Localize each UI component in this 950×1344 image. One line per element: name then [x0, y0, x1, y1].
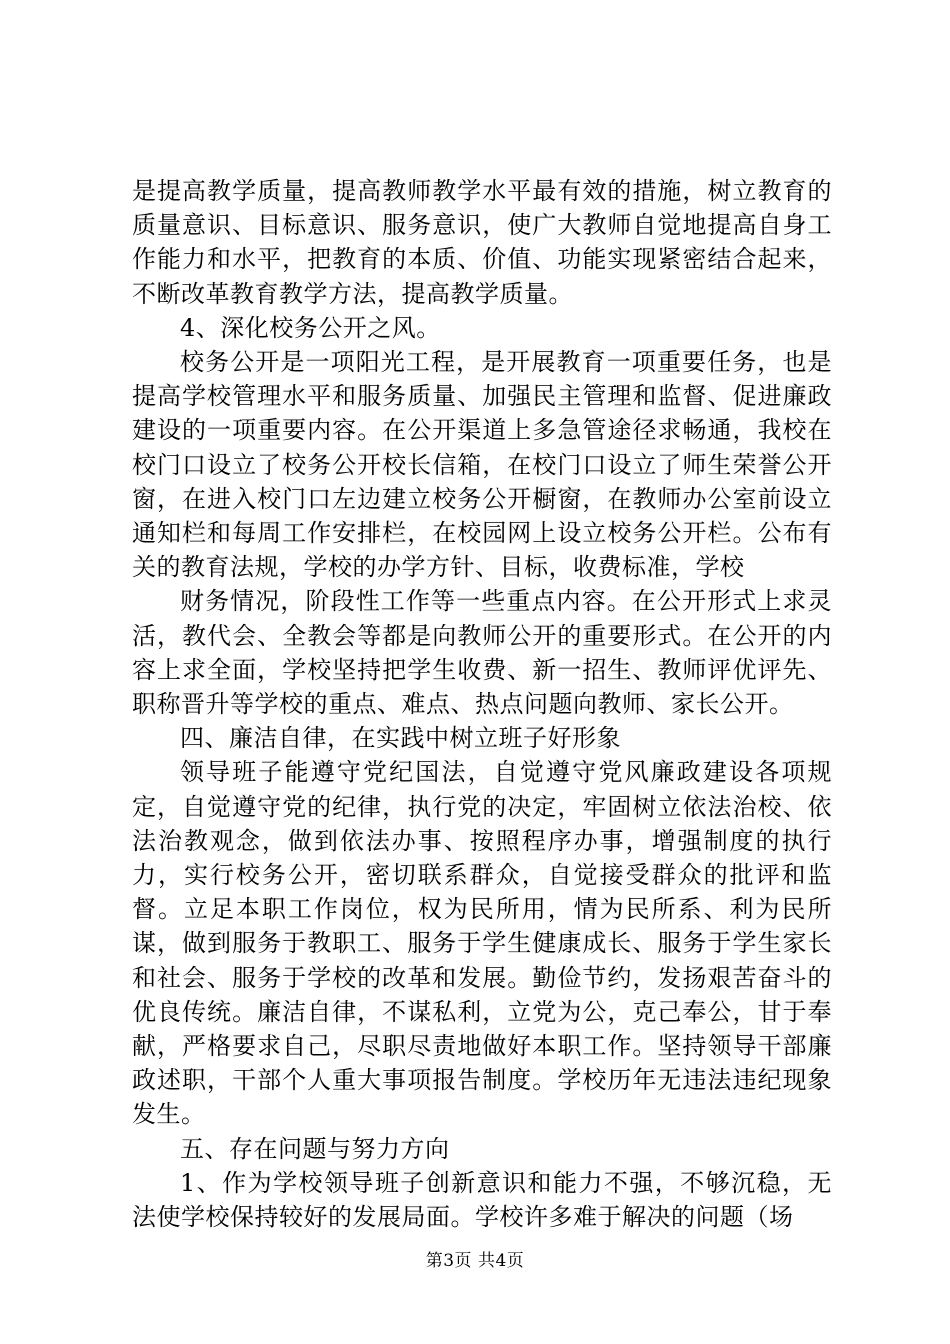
- section-heading-5: 五、存在问题与努力方向: [180, 1134, 450, 1163]
- paragraph-2: 4、深化校务公开之风。: [180, 313, 441, 342]
- paragraph-1: 是提高教学质量，提高教师教学水平最有效的措施，树立教育的质量意识、目标意识、服务意识，使广大教师自觉地提高自身工作能力和水平，把教育的本质、价值、功能实现紧密结合起来，不断改革教育教学方法，提高教学质量。: [132, 177, 832, 308]
- document-body: [132, 174, 832, 1234]
- paragraph-3: 校务公开是一项阳光工程，是开展教育一项重要任务，也是提高学校管理水平和服务质量、加强民主管理和监督、促进廉政建设的一项重要内容。在公开渠道上多急管途径求畅通，我校在校门口设立了校务公开校长信箱，在校门口设立了师生荣誉公开窗，在进入校门口左边建立校务公开橱窗，在教师办公室前设立通知栏和每周工作安排栏，在校园网上设立校务公开栏。公布有关的教育法规，学校的办学方针、目标，收费标准，学校: [132, 348, 832, 582]
- paragraph-8: 1、作为学校领导班子创新意识和能力不强，不够沉稳，无法使学校保持较好的发展局面。学校许多难于解决的问题（场: [132, 1168, 832, 1232]
- section-heading-4: 四、廉洁自律，在实践中树立班子好形象: [180, 724, 621, 753]
- page-footer: 第3页 共4页: [425, 1251, 525, 1271]
- paragraph-4: 财务情况，阶段性工作等一些重点内容。在公开形式上求灵活，教代会、全教会等都是向教师公开的重要形式。在公开的内容上求全面，学校坚持把学生收费、新一招生、教师评优评先、职称晋升等学校的重点、难点、热点问题向教师、家长公开。: [132, 587, 832, 719]
- paragraph-6: 领导班子能遵守党纪国法，自觉遵守党风廉政建设各项规定，自觉遵守党的纪律，执行党的决定，牢固树立依法治校、依法治教观念，做到依法办事、按照程序办事，增强制度的执行力，实行校务公开，密切联系群众，自觉接受群众的批评和监督。立足本职工作岗位，权为民所用，情为民所系、利为民所谋，做到服务于教职工、服务于学生健康成长、服务于学生家长和社会、服务于学校的改革和发展。勤俭节约，发扬艰苦奋斗的优良传统。廉洁自律，不谋私利，立党为公，克己奉公，甘于奉献，严格要求自己，尽职尽责地做好本职工作。坚持领导干部廉政述职，干部个人重大事项报告制度。学校历年无违法违纪现象发生。: [132, 758, 832, 1129]
